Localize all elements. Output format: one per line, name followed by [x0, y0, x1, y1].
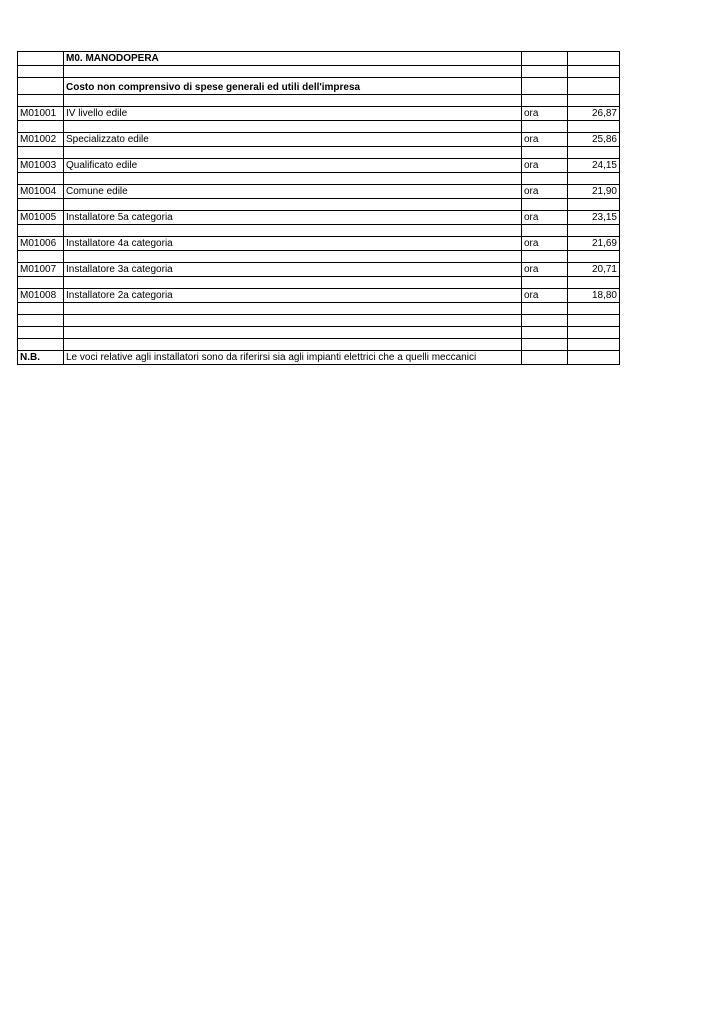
item-price: 23,15	[568, 211, 620, 225]
spacer-row	[18, 251, 620, 263]
cell-empty	[64, 277, 522, 289]
cell-empty	[568, 327, 620, 339]
cell-empty	[568, 173, 620, 185]
cell-empty	[522, 315, 568, 327]
item-description: Qualificato edile	[64, 159, 522, 173]
spacer-row	[18, 303, 620, 315]
section-title-row	[18, 52, 620, 66]
cell-empty	[64, 327, 522, 339]
item-price: 26,87	[568, 107, 620, 121]
item-code: M01007	[18, 263, 64, 277]
cell-empty	[18, 251, 64, 263]
cell-empty	[568, 303, 620, 315]
item-code: M01008	[18, 289, 64, 303]
cell-empty	[568, 78, 620, 95]
cell-empty	[64, 315, 522, 327]
cell-empty	[18, 327, 64, 339]
cell-empty	[568, 225, 620, 237]
item-code: M01002	[18, 133, 64, 147]
spacer-row	[18, 315, 620, 327]
spacer-row	[18, 173, 620, 185]
item-price: 24,15	[568, 159, 620, 173]
cell-empty	[64, 339, 522, 351]
cell-empty	[64, 121, 522, 133]
cell-empty	[568, 95, 620, 107]
note-row	[18, 351, 620, 365]
cell-empty	[522, 199, 568, 211]
spacer-row	[18, 95, 620, 107]
table-row	[18, 159, 620, 173]
item-code: M01003	[18, 159, 64, 173]
item-code: M01004	[18, 185, 64, 199]
spacer-row	[18, 225, 620, 237]
table-row	[18, 133, 620, 147]
item-description: Specializzato edile	[64, 133, 522, 147]
cell-empty	[568, 52, 620, 66]
spacer-row	[18, 147, 620, 159]
cell-empty	[18, 95, 64, 107]
spacer-row	[18, 339, 620, 351]
item-code: M01006	[18, 237, 64, 251]
item-price: 18,80	[568, 289, 620, 303]
cell-empty	[568, 351, 620, 365]
cell-empty	[64, 225, 522, 237]
cell-empty	[568, 66, 620, 78]
table-row	[18, 289, 620, 303]
cell-empty	[18, 66, 64, 78]
cell-empty	[18, 173, 64, 185]
cell-empty	[568, 277, 620, 289]
cell-empty	[522, 78, 568, 95]
spacer-row	[18, 121, 620, 133]
item-price: 21,90	[568, 185, 620, 199]
item-code: M01005	[18, 211, 64, 225]
cell-empty	[522, 52, 568, 66]
cell-empty	[64, 95, 522, 107]
cell-empty	[18, 315, 64, 327]
item-unit: ora	[522, 237, 568, 251]
cell-empty	[568, 121, 620, 133]
item-unit: ora	[522, 263, 568, 277]
cell-empty	[18, 225, 64, 237]
item-price: 20,71	[568, 263, 620, 277]
cell-empty	[18, 52, 64, 66]
cell-empty	[568, 147, 620, 159]
cell-empty	[522, 95, 568, 107]
cell-empty	[18, 339, 64, 351]
cell-empty	[568, 251, 620, 263]
item-description: Installatore 5a categoria	[64, 211, 522, 225]
item-unit: ora	[522, 289, 568, 303]
spacer-row	[18, 66, 620, 78]
item-description: Installatore 4a categoria	[64, 237, 522, 251]
item-price: 25,86	[568, 133, 620, 147]
item-unit: ora	[522, 211, 568, 225]
item-description: IV livello edile	[64, 107, 522, 121]
cell-empty	[568, 315, 620, 327]
cell-empty	[18, 78, 64, 95]
table-row	[18, 211, 620, 225]
spacer-row	[18, 199, 620, 211]
cell-empty	[18, 277, 64, 289]
cell-empty	[568, 199, 620, 211]
item-code: M01001	[18, 107, 64, 121]
cell-empty	[64, 147, 522, 159]
cell-empty	[522, 277, 568, 289]
item-description: Installatore 2a categoria	[64, 289, 522, 303]
cell-empty	[522, 351, 568, 365]
spacer-row	[18, 327, 620, 339]
table-row	[18, 237, 620, 251]
note-label: N.B.	[18, 351, 64, 365]
item-description: Installatore 3a categoria	[64, 263, 522, 277]
cell-empty	[18, 147, 64, 159]
cell-empty	[18, 199, 64, 211]
section-title: M0. MANODOPERA	[64, 52, 522, 66]
cell-empty	[522, 303, 568, 315]
item-unit: ora	[522, 159, 568, 173]
cell-empty	[18, 303, 64, 315]
cell-empty	[568, 339, 620, 351]
cell-empty	[522, 147, 568, 159]
cell-empty	[522, 173, 568, 185]
item-unit: ora	[522, 185, 568, 199]
section-subtitle-row	[18, 78, 620, 95]
cell-empty	[522, 225, 568, 237]
price-list-table	[17, 51, 620, 365]
section-subtitle: Costo non comprensivo di spese generali ed utili dell'impresa	[64, 78, 522, 95]
item-unit: ora	[522, 107, 568, 121]
cell-empty	[18, 121, 64, 133]
cell-empty	[522, 339, 568, 351]
cell-empty	[64, 66, 522, 78]
table-row	[18, 107, 620, 121]
cell-empty	[64, 199, 522, 211]
cell-empty	[522, 121, 568, 133]
cell-empty	[522, 327, 568, 339]
table-row	[18, 263, 620, 277]
cell-empty	[522, 66, 568, 78]
cell-empty	[64, 251, 522, 263]
spacer-row	[18, 277, 620, 289]
note-text: Le voci relative agli installatori sono da riferirsi sia agli impianti elettrici che a quelli meccanici	[64, 351, 522, 365]
item-description: Comune edile	[64, 185, 522, 199]
cell-empty	[522, 251, 568, 263]
item-unit: ora	[522, 133, 568, 147]
cell-empty	[64, 303, 522, 315]
item-price: 21,69	[568, 237, 620, 251]
table-row	[18, 185, 620, 199]
cell-empty	[64, 173, 522, 185]
